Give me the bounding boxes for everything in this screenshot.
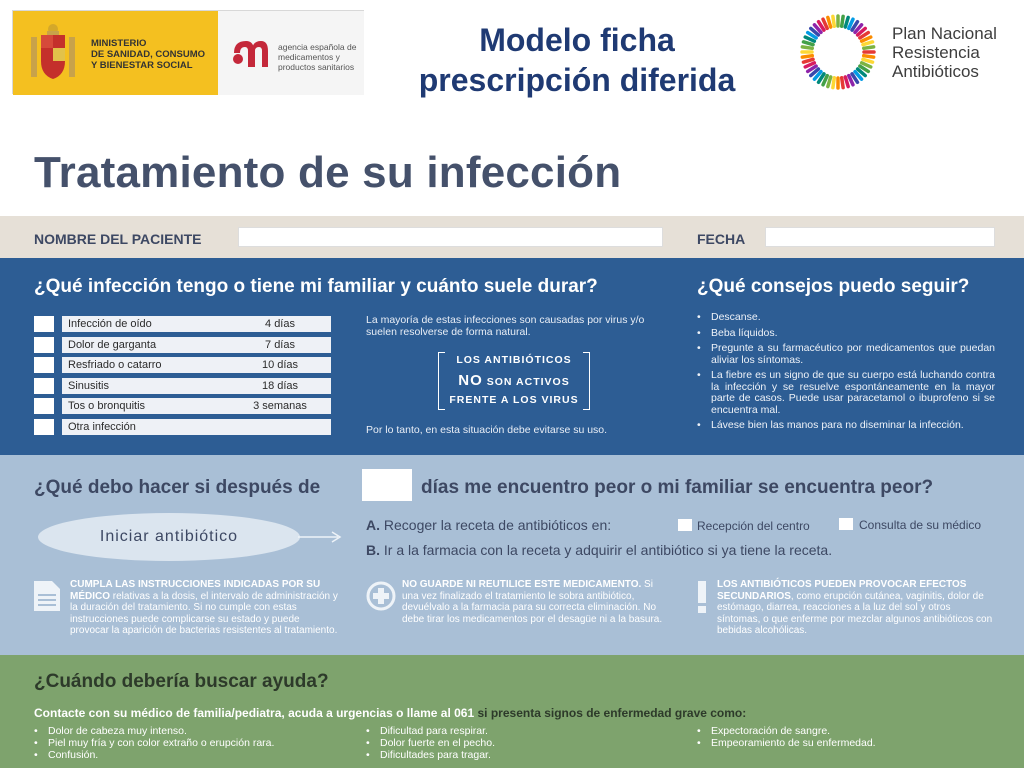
infection-name: Otra infección: [62, 419, 254, 435]
advice-list: [697, 312, 995, 436]
reception-checkbox[interactable]: [678, 519, 692, 531]
antibiotics-not-active-callout: [438, 352, 590, 410]
plan-line-2: Resistencia: [892, 43, 980, 62]
ring-dash: [845, 77, 848, 87]
symptom-item: • Piel muy fría y con color extraño o erupción rara.: [34, 737, 274, 749]
ring-dash: [828, 77, 831, 87]
symptom-item: • Dolor de cabeza muy intenso.: [34, 725, 274, 737]
callout-are-active: SON ACTIVOS: [486, 376, 570, 388]
infection-name: Resfriado o catarro: [62, 357, 254, 373]
plan-line-1: Plan Nacional: [892, 24, 997, 43]
reception-label: Recepción del centro: [697, 519, 810, 533]
advice-item: • Descanse.: [697, 312, 995, 324]
aemps-mark-icon: [230, 39, 270, 67]
symptom-item: • Expectoración de sangre.: [697, 725, 876, 737]
infection-row: [34, 357, 334, 373]
option-b-text: Ir a la farmacia con la receta y adquirir el antibiótico si ya tiene la receta.: [383, 542, 833, 558]
warning-do-not-reuse: [402, 579, 664, 625]
aemps-logo: [218, 11, 364, 95]
warning-3-text: , como erupción cutánea, vaginitis, dolor de estómago, diarrea, reacciones a la luz del sol y otros síntomas, o que enferme por mezclar algunos antibióticos con bebidas alcohólicas.: [717, 590, 993, 636]
infection-checkbox[interactable]: [34, 398, 54, 414]
medical-cross-icon: [366, 581, 396, 611]
ring-dash: [842, 16, 843, 26]
callout-line-3: FRENTE A LOS VIRUS: [449, 394, 579, 406]
infection-checkbox[interactable]: [34, 419, 54, 435]
ring-dash: [833, 16, 834, 26]
infection-row: [34, 419, 334, 435]
symptom-item: • Dolor fuerte en el pecho.: [366, 737, 495, 749]
coat-of-arms-icon: [27, 23, 79, 85]
ring-dash: [863, 59, 873, 62]
warning-side-effects: [717, 579, 995, 637]
arrow-right-icon: [298, 530, 344, 544]
infection-duration: 10 días: [229, 357, 331, 373]
plan-line-3: Antibióticos: [892, 62, 979, 81]
infection-row: [34, 378, 334, 394]
help-intro-text: Contacte con su médico de familia/pediatra, acuda a urgencias o llame al 061: [34, 706, 478, 720]
advice-item: • La fiebre es un signo de que su cuerpo está luchando contra la infección y se resuelve espontáneamente en la mayor parte de casos. Puede usar paracetamol o ibuprofeno si se encuentra mal.: [697, 370, 995, 416]
callout-line-1: LOS ANTIBIÓTICOS: [456, 354, 572, 366]
option-b: [366, 542, 832, 558]
document-title: Modelo ficha prescripción diferida: [418, 22, 736, 98]
option-a: [366, 517, 611, 533]
infection-closing-text: Por lo tanto, en esta situación debe evitarse su uso.: [366, 424, 608, 436]
ring-dash: [803, 59, 813, 62]
infection-checkbox[interactable]: [34, 357, 54, 373]
doctor-office-checkbox[interactable]: [839, 518, 853, 530]
infection-row: [34, 398, 334, 414]
warning-follow-instructions: [70, 579, 340, 637]
infection-checkbox[interactable]: [34, 378, 54, 394]
help-intro: [34, 706, 746, 720]
worse-heading-start: ¿Qué debo hacer si después de: [34, 477, 321, 498]
plan-nacional-ring-icon: [798, 12, 878, 92]
ring-dash: [833, 78, 834, 88]
ring-dash: [842, 78, 843, 88]
help-intro-emphasis: si presenta signos de enfermedad grave como:: [477, 706, 747, 720]
infection-name: Tos o bronquitis: [62, 398, 254, 414]
infection-duration: 18 días: [229, 378, 331, 394]
infection-section: [0, 258, 1024, 455]
start-antibiotic-label: Iniciar antibiótico: [99, 528, 239, 545]
plan-nacional-logo-text: [892, 24, 1022, 81]
symptom-item: • Dificultades para tragar.: [366, 749, 495, 761]
callout-no: NO: [458, 372, 483, 389]
infection-duration: 3 semanas: [229, 398, 331, 414]
infection-checkbox[interactable]: [34, 337, 54, 353]
patient-row: [0, 216, 1024, 258]
patient-name-label: NOMBRE DEL PACIENTE: [34, 231, 202, 247]
start-antibiotic-badge: [38, 513, 300, 561]
infection-row: [34, 316, 334, 332]
advice-item: • Beba líquidos.: [697, 328, 995, 340]
advice-item: • Pregunte a su farmacéutico por medicamentos que puedan aliviar los síntomas.: [697, 343, 995, 366]
callout-line-2: [438, 372, 590, 389]
header: [0, 0, 1024, 197]
days-field[interactable]: [362, 469, 412, 501]
patient-name-field[interactable]: [238, 227, 663, 247]
date-field[interactable]: [765, 227, 995, 247]
ring-dash: [864, 56, 874, 57]
aemps-name: agencia española de medicamentos y productos sanitarios: [278, 42, 357, 72]
help-section: [0, 655, 1024, 768]
infection-heading: ¿Qué infección tengo o tiene mi familiar y cuánto suele durar?: [34, 276, 598, 297]
advice-heading: ¿Qué consejos puedo seguir?: [697, 276, 970, 297]
ring-dash: [864, 47, 874, 48]
infection-name: Dolor de garganta: [62, 337, 254, 353]
option-a-text: Recoger la receta de antibióticos en:: [383, 517, 612, 533]
symptom-list-1: [34, 725, 274, 761]
ring-dash: [863, 42, 873, 45]
warning-3-bold: LOS ANTIBIÓTICOS PUEDEN PROVOCAR EFECTOS SECUNDARIOS: [717, 579, 967, 602]
doctor-office-label: Consulta de su médico: [859, 518, 982, 532]
ring-dash: [845, 17, 848, 27]
warning-1-text: relativas a la dosis, el intervalo de administración y la duración del tratamiento. Si no cumple con estas instrucciones puede complicarse su estado y puede provocar la aparición de bacterias resistentes al tratamiento.: [70, 590, 338, 636]
infection-duration: 4 días: [229, 316, 331, 332]
infection-duration: [229, 419, 331, 435]
help-heading: ¿Cuándo debería buscar ayuda?: [34, 671, 329, 692]
ministry-name: MINISTERIO DE SANIDAD, CONSUMO Y BIENESTAR SOCIAL: [91, 38, 206, 71]
symptom-list-2: [366, 725, 495, 761]
option-a-letter: A.: [366, 517, 380, 533]
ring-dash: [802, 56, 812, 57]
warning-1-bold: CUMPLA LAS INSTRUCCIONES INDICADAS POR SU MÉDICO: [70, 579, 321, 602]
worse-section: [0, 455, 1024, 655]
symptom-item: • Dificultad para respirar.: [366, 725, 495, 737]
ring-dash: [803, 42, 813, 45]
ministry-logo: [13, 11, 218, 95]
document-icon: [34, 581, 60, 611]
page-title: Tratamiento de su infección: [34, 148, 622, 197]
symptom-item: • Empeoramiento de su enfermedad.: [697, 737, 876, 749]
infection-duration: 7 días: [229, 337, 331, 353]
warning-2-text: Si una vez finalizado el tratamiento le sobra antibiótico, devuélvalo a la farmacia para su correcta eliminación. No debe tirar los medicamentos por el desagüe ni a la basura.: [402, 579, 663, 625]
advice-item: • Lávese bien las manos para no diseminar la infección.: [697, 420, 995, 432]
symptom-list-3: [697, 725, 876, 749]
infection-intro-text: La mayoría de estas infecciones son causadas por virus y/o suelen resolverse de forma natural.: [366, 314, 645, 338]
warning-2-bold: NO GUARDE NI REUTILICE ESTE MEDICAMENTO.: [402, 579, 642, 590]
infection-checkbox[interactable]: [34, 316, 54, 332]
worse-heading-end: días me encuentro peor o mi familiar se encuentra peor?: [421, 477, 934, 498]
institutional-logos: [12, 10, 364, 94]
ring-dash: [828, 17, 831, 27]
symptom-item: • Confusión.: [34, 749, 274, 761]
option-b-letter: B.: [366, 542, 380, 558]
infection-name: Infección de oído: [62, 316, 254, 332]
infection-row: [34, 337, 334, 353]
ring-dash: [802, 47, 812, 48]
infection-name: Sinusitis: [62, 378, 254, 394]
exclamation-icon: [695, 581, 709, 613]
date-label: FECHA: [697, 231, 746, 247]
